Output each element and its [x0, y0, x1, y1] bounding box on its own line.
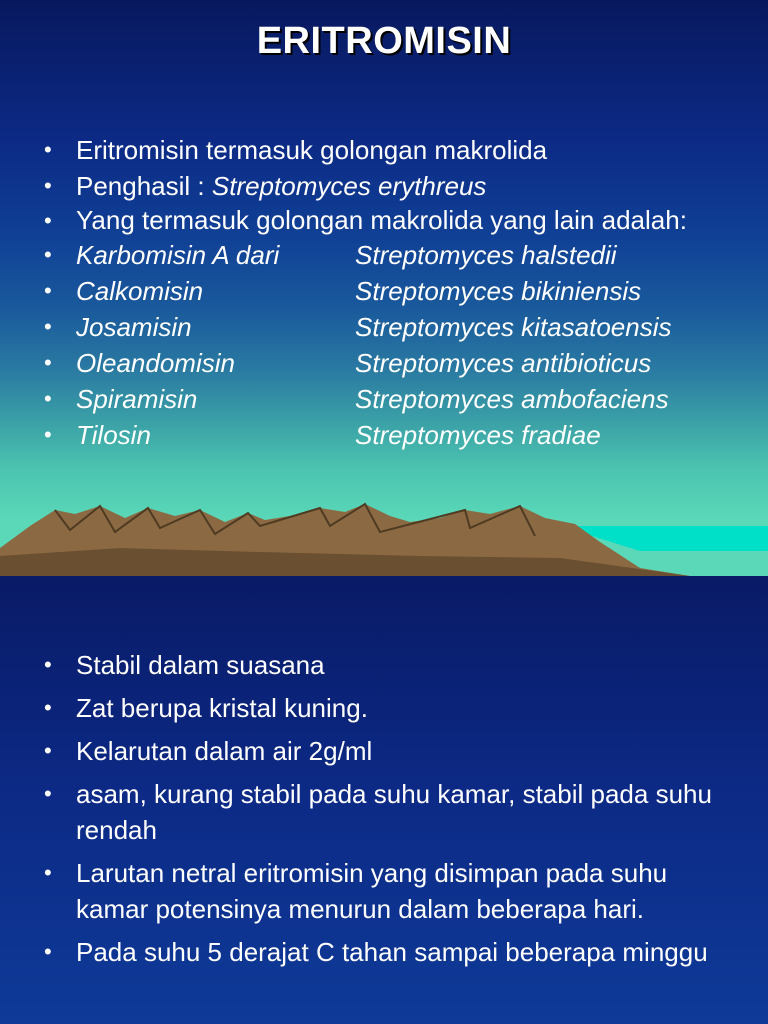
bullet-icon: •	[44, 173, 52, 198]
bullet-icon: •	[44, 652, 52, 677]
drug-source: Streptomyces fradiae	[355, 420, 601, 450]
list-item: • Penghasil : Streptomyces erythreus	[44, 171, 487, 201]
bullet-icon: •	[44, 278, 52, 303]
drug-name: Spiramisin	[76, 384, 198, 414]
list-item: • Pada suhu 5 derajat C tahan sampai beberapa minggu	[44, 934, 744, 970]
bullet-icon: •	[44, 781, 52, 806]
list-item: • Stabil dalam suasana	[44, 647, 744, 683]
bullet-icon: •	[44, 208, 52, 233]
slide-2	[0, 576, 768, 1024]
bullet-icon: •	[44, 350, 52, 375]
list-item	[44, 313, 744, 341]
list-item: • Yang termasuk golongan makrolida yang lain adalah:	[44, 205, 687, 235]
bullet-icon: •	[44, 695, 52, 720]
bullet-icon: •	[44, 738, 52, 763]
list-item: • Kelarutan dalam air 2g/ml	[44, 733, 744, 769]
drug-source: Streptomyces ambofaciens	[355, 384, 669, 414]
bullet-icon: •	[44, 422, 52, 447]
bullet-icon: •	[44, 314, 52, 339]
bullet-list-1	[44, 136, 744, 457]
list-item	[44, 277, 744, 305]
drug-name: Calkomisin	[76, 276, 204, 306]
drug-source: Streptomyces kitasatoensis	[355, 312, 672, 342]
drug-name: Tilosin	[76, 420, 151, 450]
list-item: • Larutan netral eritromisin yang disimpan pada suhu kamar potensinya menurun dalam beberapa hari.	[44, 855, 744, 927]
mountain-range-illustration	[0, 496, 768, 576]
drug-name: Oleandomisin	[76, 348, 235, 378]
drug-source: Streptomyces halstedii	[355, 240, 617, 270]
bullet-icon: •	[44, 860, 52, 885]
list-item	[44, 385, 744, 413]
bullet-icon: •	[44, 939, 52, 964]
drug-source: Streptomyces bikiniensis	[355, 276, 642, 306]
list-item: • Eritromisin termasuk golongan makrolida	[44, 135, 548, 165]
drug-source: Streptomyces antibioticus	[355, 348, 652, 378]
bullet-list-2	[44, 647, 744, 977]
slide-title: ERITROMISIN	[256, 20, 512, 62]
bullet-icon: •	[44, 242, 52, 267]
producer-name: Streptomyces erythreus	[211, 171, 487, 201]
list-item	[44, 241, 744, 269]
bullet-icon: •	[44, 137, 52, 162]
list-item	[44, 421, 744, 449]
list-item: • Zat berupa kristal kuning.	[44, 690, 744, 726]
drug-name: Karbomisin A dari	[76, 240, 280, 270]
list-item: • asam, kurang stabil pada suhu kamar, stabil pada suhu rendah	[44, 776, 744, 848]
drug-name: Josamisin	[76, 312, 192, 342]
bullet-icon: •	[44, 386, 52, 411]
list-item	[44, 349, 744, 377]
